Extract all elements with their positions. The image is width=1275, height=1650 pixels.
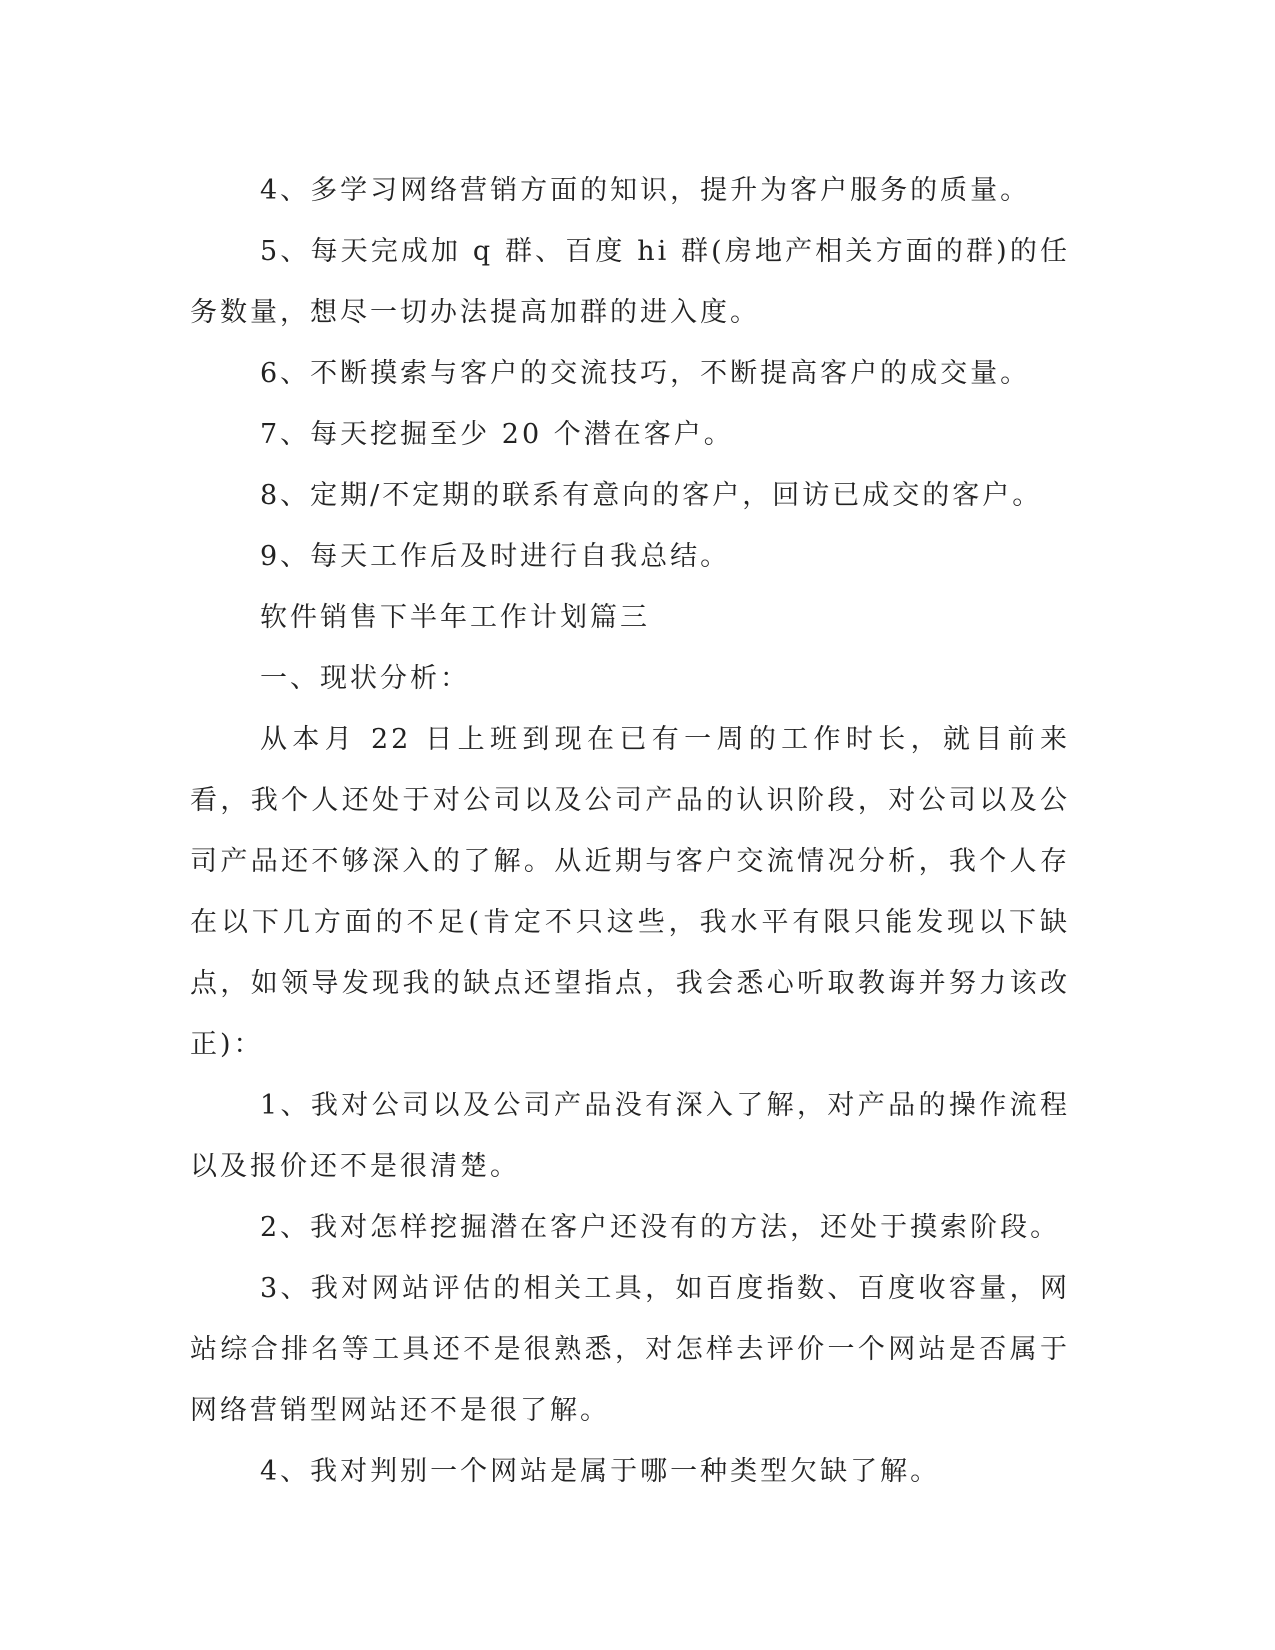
section-heading: 软件销售下半年工作计划篇三 [260,602,650,633]
paragraph-item-7: 7、每天挖掘至少 20 个潜在客户。 [260,419,734,450]
paragraph-item-6: 6、不断摸索与客户的交流技巧，不断提高客户的成交量。 [260,358,1031,389]
document-body [190,160,1070,1502]
paragraph-item-5: 5、每天完成加 q 群、百度 hi 群(房地产相关方面的群)的任务数量，想尽一切办法提高加群的进入度。 [190,236,1070,328]
shortcoming-item-3: 3、我对网站评估的相关工具，如百度指数、百度收容量，网站综合排名等工具还不是很熟悉，对怎样去评价一个网站是否属于网络营销型网站还不是很了解。 [190,1273,1070,1426]
shortcoming-item-2: 2、我对怎样挖掘潜在客户还没有的方法，还处于摸索阶段。 [260,1212,1061,1243]
paragraph-item-9: 9、每天工作后及时进行自我总结。 [260,541,731,572]
shortcoming-item-1: 1、我对公司以及公司产品没有深入了解，对产品的操作流程以及报价还不是很清楚。 [190,1090,1070,1182]
analysis-paragraph: 从本月 22 日上班到现在已有一周的工作时长，就目前来看，我个人还处于对公司以及公司产品的认识阶段，对公司以及公司产品还不够深入的了解。从近期与客户交流情况分析，我个人存在以下几方面的不足(肯定不只这些，我水平有限只能发现以下缺点，如领导发现我的缺点还望指点，我会悉心听取教诲并努力该改正)： [190,724,1070,1060]
paragraph-item-4: 4、多学习网络营销方面的知识，提升为客户服务的质量。 [260,175,1031,206]
subsection-heading: 一、现状分析： [260,663,470,694]
paragraph-item-8: 8、定期/不定期的联系有意向的客户，回访已成交的客户。 [260,480,1043,511]
shortcoming-item-4: 4、我对判别一个网站是属于哪一种类型欠缺了解。 [260,1456,941,1487]
